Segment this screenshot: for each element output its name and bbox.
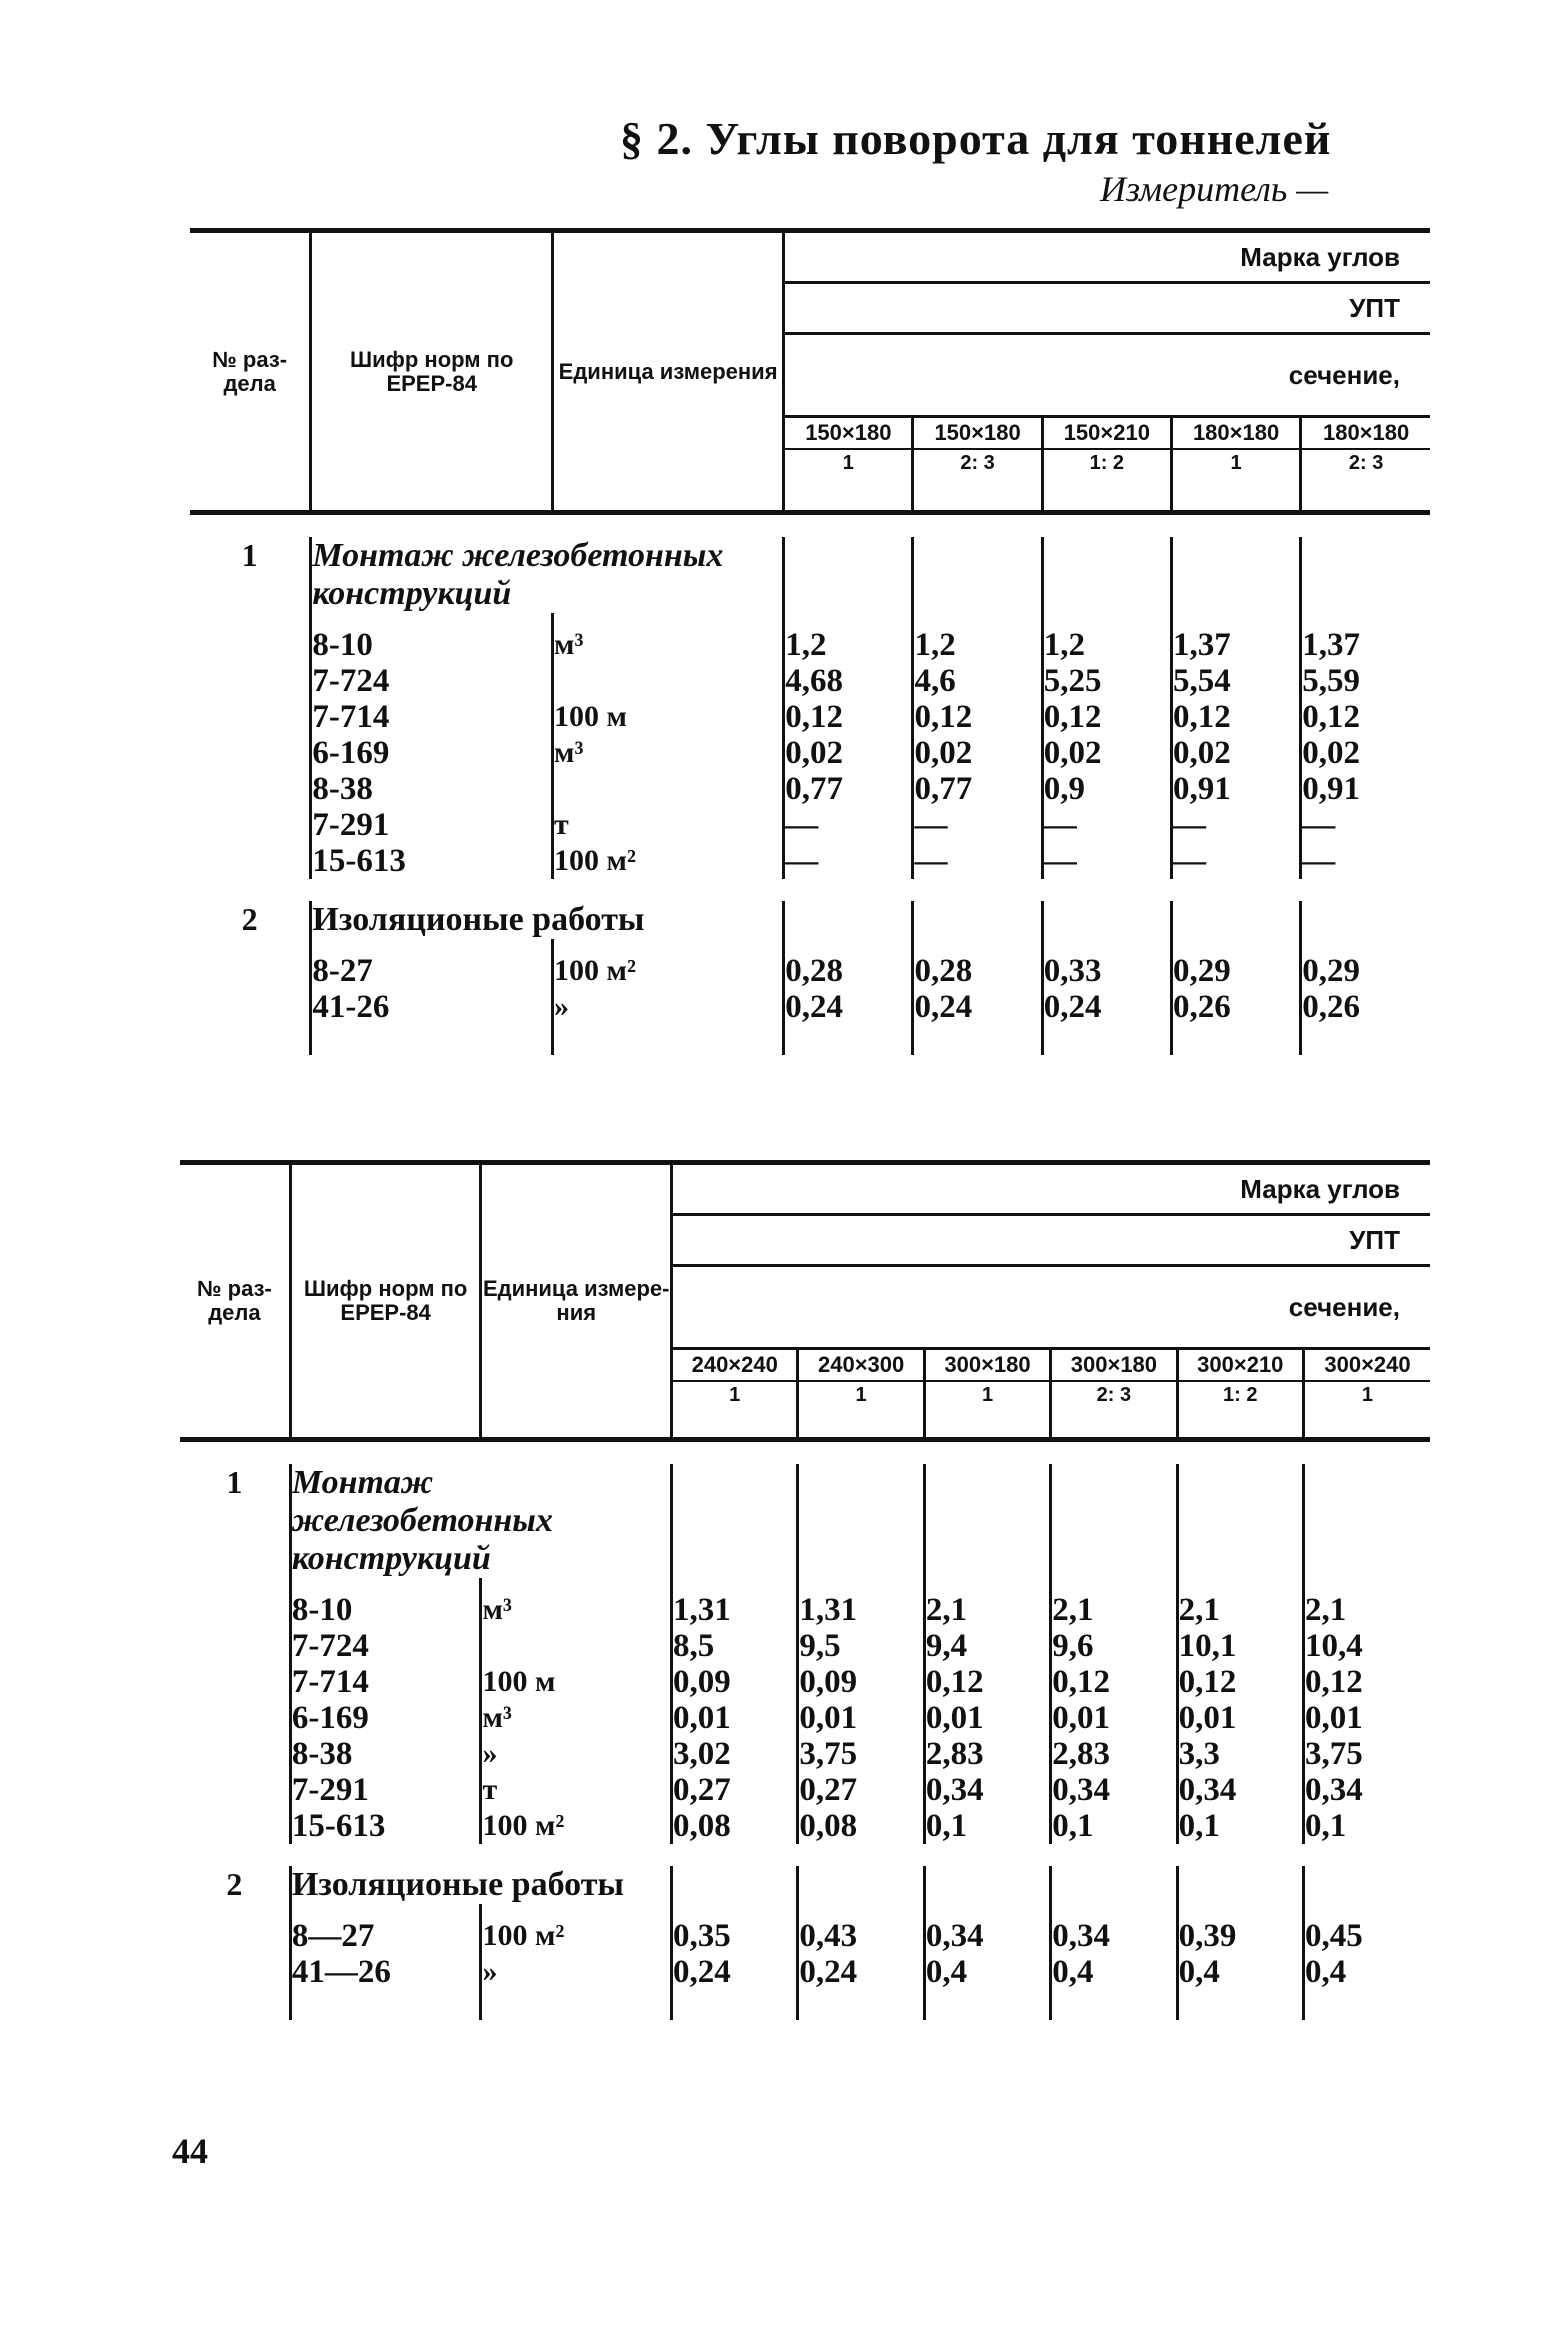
value: 0,26 [1172,989,1231,1025]
column-header-brand: Марка углов [784,231,1430,283]
value-cell [1177,1592,1303,1844]
ratio-label: 1: 2 [1179,1380,1302,1408]
value: 0,4 [925,1954,968,1990]
value: 0,08 [799,1808,858,1844]
value: 1,31 [799,1592,858,1628]
value-cell [913,953,1042,1025]
empty-cell [913,901,1042,939]
value: 0,26 [1302,989,1360,1025]
value: — [1043,807,1077,843]
value-cell [1301,627,1430,879]
column-header-unit: Единица измере-ния [481,1163,672,1440]
value: 0,01 [1052,1700,1110,1736]
page-title: § 2. Углы поворота для тоннелей [620,113,1332,164]
value-cell [798,1592,924,1844]
spacer-row [180,1440,1430,1465]
code-cell [311,953,553,1025]
value: 0,28 [914,953,973,989]
value: 0,09 [673,1664,731,1700]
value: 3,75 [1304,1736,1363,1772]
empty-cell [1042,537,1171,613]
empty-cell [798,1866,924,1904]
size-label: 150×180 [934,420,1021,445]
value: 0,24 [914,989,973,1025]
value-cell [913,627,1042,879]
empty-cell [190,627,311,879]
column-header-section: сечение, [672,1266,1430,1349]
empty-cell [1303,1464,1430,1578]
value: 3,02 [673,1736,731,1772]
norm-code: 6-169 [312,735,390,771]
section-number: 2 [226,1866,243,1902]
empty-cell [672,1464,798,1578]
size-header-cell [1042,417,1171,513]
value-cell [784,953,913,1025]
size-header-cell [1051,1349,1177,1440]
norm-code: 8-10 [291,1592,353,1628]
value-cell [1042,953,1171,1025]
column-header-section: сечение, [784,334,1430,417]
value: 0,4 [1052,1954,1094,1990]
value-cell [784,627,913,879]
section-title-row [180,1464,1430,1578]
value: 0,77 [785,771,843,807]
size-header-cell [1177,1349,1303,1440]
value: 0,1 [925,1808,968,1844]
value: 3,3 [1178,1736,1220,1772]
value-cell [1051,1918,1177,1990]
table-row [180,1918,1430,1990]
value: 5,59 [1302,663,1360,699]
value: 0,12 [1043,699,1102,735]
value: 0,27 [673,1772,731,1808]
value: 3,75 [799,1736,858,1772]
value: — [1302,843,1336,879]
value: 0,01 [925,1700,984,1736]
value: 1,2 [785,627,827,663]
empty-cell [190,953,311,1025]
value-cell [924,1592,1050,1844]
section-title-row [180,1866,1430,1904]
spacer-row [190,939,1430,953]
section-number: 1 [226,1464,243,1500]
value: 0,02 [1043,735,1102,771]
value: 0,02 [1302,735,1360,771]
size-label: 300×180 [1070,1352,1158,1377]
code-cell [290,1918,481,1990]
value: 0,24 [799,1954,858,1990]
unit-cell [553,627,784,879]
norm-code: 41-26 [312,989,390,1025]
unit-cell [481,1918,672,1990]
empty-cell [924,1866,1050,1904]
column-header-section-no: № раз-дела [180,1163,290,1440]
unit-value: » [482,1955,498,1988]
table-2-body [180,1440,1430,2021]
norm-code: 7-714 [291,1664,369,1700]
value: 0,08 [673,1808,731,1844]
table-row [180,1592,1430,1844]
column-header-section-no: № раз-дела [190,231,311,513]
value: 0,34 [1178,1772,1237,1808]
value: 0,4 [1304,1954,1347,1990]
value: 0,34 [1304,1772,1363,1808]
size-header-cell [924,1349,1050,1440]
value: 8,5 [673,1628,715,1664]
spacer-row [190,879,1430,901]
value: 0,39 [1178,1918,1237,1954]
norm-code: 8—27 [291,1918,375,1954]
empty-cell [1051,1464,1177,1578]
unit-value: 100 м² [482,1919,565,1952]
table-row [190,953,1430,1025]
ratio-label: 2: 3 [1302,448,1430,476]
value: 0,02 [785,735,843,771]
value: 0,28 [785,953,843,989]
size-header-cell [1171,417,1300,513]
value: 1,2 [1043,627,1085,663]
empty-cell [913,537,1042,613]
value: 0,12 [785,699,843,735]
spacer-row [190,513,1430,538]
size-header-cell [784,417,913,513]
value: 0,1 [1052,1808,1094,1844]
value: 1,31 [673,1592,731,1628]
section-name: Монтаж железобетонных конструкций [311,537,784,613]
column-header-upt: УПТ [672,1215,1430,1266]
section-number: 1 [241,537,258,573]
value: 2,1 [1052,1592,1094,1628]
norm-code: 8-27 [312,953,373,989]
section-name: Изоляционые работы [311,901,784,939]
norm-code: 6-169 [291,1700,369,1736]
value: 0,45 [1304,1918,1363,1954]
value: 0,24 [1043,989,1102,1025]
value: 0,02 [914,735,973,771]
norm-code: 7-724 [312,663,390,699]
value: 1,2 [914,627,956,663]
value-cell [672,1592,798,1844]
spacer-row [180,1578,1430,1592]
value: 0,01 [799,1700,858,1736]
value: 0,12 [925,1664,984,1700]
value: 0,09 [799,1664,858,1700]
ratio-label: 1 [673,1380,796,1408]
value: 0,43 [799,1918,858,1954]
norm-code: 7-291 [312,807,390,843]
norm-code: 8-38 [291,1736,353,1772]
empty-cell [1051,1866,1177,1904]
value: 0,12 [1172,699,1231,735]
table-row [190,627,1430,879]
norm-code: 8-10 [312,627,373,663]
value: 0,9 [1043,771,1085,807]
value: 0,91 [1172,771,1231,807]
value: 0,12 [1302,699,1360,735]
size-label: 240×240 [691,1352,778,1377]
value-cell [1303,1592,1430,1844]
value-cell [1171,953,1300,1025]
value: — [1043,843,1077,879]
unit-cell [553,953,784,1025]
empty-cell [1177,1464,1303,1578]
unit-value: » [482,1737,498,1770]
ratio-label: 1 [1305,1380,1430,1408]
value: 0,01 [1304,1700,1363,1736]
value-cell [798,1918,924,1990]
value: 0,1 [1304,1808,1347,1844]
unit-value: 100 м² [554,844,636,877]
ratio-label: 1 [799,1380,922,1408]
size-header-cell [1301,417,1430,513]
ratio-label: 1 [785,448,911,476]
norm-code: 7-724 [291,1628,369,1664]
value-cell [1042,627,1171,879]
value: 0,01 [1178,1700,1237,1736]
unit-value: 100 м² [554,954,636,987]
unit-value: м³ [482,1593,512,1626]
norm-code: 8-38 [312,771,373,807]
value: 0,12 [1304,1664,1363,1700]
value: 2,1 [925,1592,968,1628]
column-header-brand: Марка углов [672,1163,1430,1215]
norms-table-1 [190,228,1430,1055]
value: — [914,843,948,879]
code-cell [290,1592,481,1844]
spacer-row [180,1990,1430,2020]
unit-value: » [554,990,570,1023]
value-cell [1301,953,1430,1025]
value: 0,4 [1178,1954,1220,1990]
size-label: 180×180 [1192,420,1280,445]
value: 2,1 [1304,1592,1347,1628]
value-cell [1051,1592,1177,1844]
value: 0,33 [1043,953,1102,989]
empty-cell [1301,537,1430,613]
page-subtitle: Измеритель — [1100,169,1329,209]
value: 0,12 [1178,1664,1237,1700]
empty-cell [784,901,913,939]
table-1-body [190,513,1430,1056]
page-number: 44 [172,2131,208,2171]
value: — [785,807,819,843]
value: — [1172,807,1206,843]
value: 2,83 [1052,1736,1110,1772]
value: 1,37 [1302,627,1360,663]
value: 0,34 [925,1772,984,1808]
unit-value: 100 м² [482,1809,565,1842]
size-label: 300×240 [1324,1352,1411,1377]
empty-cell [1042,901,1171,939]
column-header-code: Шифр норм по ЕРЕР-84 [290,1163,481,1440]
spacer-row [190,1025,1430,1055]
unit-value: т [482,1773,498,1806]
spacer-row [180,1904,1430,1918]
value-cell [924,1918,1050,1990]
unit-value [482,1628,670,1664]
value: 0,12 [1052,1664,1110,1700]
value-cell [1177,1918,1303,1990]
norm-code: 7-714 [312,699,390,735]
empty-cell [1171,537,1300,613]
value: 0,1 [1178,1808,1220,1844]
unit-value [554,663,782,699]
size-header-cell [798,1349,924,1440]
section-title-row [190,537,1430,613]
value: 0,34 [1052,1918,1110,1954]
unit-value: м³ [482,1701,512,1734]
value: 0,12 [914,699,973,735]
norm-code: 7-291 [291,1772,369,1808]
value: 0,29 [1302,953,1360,989]
size-label: 240×300 [817,1352,905,1377]
empty-cell [1177,1866,1303,1904]
empty-cell [180,1918,290,1990]
value: 9,6 [1052,1628,1094,1664]
column-header-upt: УПТ [784,283,1430,334]
value-cell [1303,1918,1430,1990]
norm-code: 15-613 [291,1808,386,1844]
value: 0,27 [799,1772,858,1808]
value-cell [1171,627,1300,879]
value: 4,68 [785,663,843,699]
size-label: 300×210 [1197,1352,1284,1377]
spacer-row [180,1844,1430,1866]
value: 0,24 [785,989,843,1025]
unit-value [554,771,782,807]
empty-cell [1303,1866,1430,1904]
size-label: 300×180 [944,1352,1031,1377]
value: 5,25 [1043,663,1102,699]
value: 4,6 [914,663,956,699]
ratio-label: 1 [1173,448,1299,476]
unit-cell [481,1592,672,1844]
value: — [785,843,819,879]
empty-cell [1171,901,1300,939]
norms-table-2 [180,1160,1430,2020]
value: 2,83 [925,1736,984,1772]
value: 9,5 [799,1628,841,1664]
norm-code: 41—26 [291,1954,391,1990]
unit-value: 100 м [482,1665,556,1698]
section-name: Изоляционые работы [290,1866,671,1904]
value: 1,37 [1172,627,1231,663]
column-header-unit: Единица измерения [553,231,784,513]
value: 0,24 [673,1954,731,1990]
empty-cell [672,1866,798,1904]
size-label: 150×210 [1063,420,1150,445]
value: — [1172,843,1206,879]
spacer-row [190,613,1430,627]
value: 0,35 [673,1918,731,1954]
value: — [1302,807,1336,843]
column-header-code: Шифр норм по ЕРЕР-84 [311,231,553,513]
norm-code: 15-613 [312,843,406,879]
empty-cell [1301,901,1430,939]
unit-value: 100 м [554,700,627,733]
ratio-label: 2: 3 [1052,1380,1175,1408]
empty-cell [924,1464,1050,1578]
value: 5,54 [1172,663,1231,699]
size-header-cell [672,1349,798,1440]
value: 0,77 [914,771,973,807]
empty-cell [798,1464,924,1578]
section-number: 2 [241,901,258,937]
value: 10,1 [1178,1628,1237,1664]
value: 0,34 [925,1918,984,1954]
empty-cell [180,1592,290,1844]
unit-value: м³ [554,736,584,769]
value: 2,1 [1178,1592,1220,1628]
ratio-label: 1 [926,1380,1049,1408]
ratio-label: 1: 2 [1044,448,1170,476]
value: 0,01 [673,1700,731,1736]
ratio-label: 2: 3 [914,448,1040,476]
value-cell [672,1918,798,1990]
value: 0,91 [1302,771,1360,807]
empty-cell [784,537,913,613]
value: 10,4 [1304,1628,1363,1664]
value: 0,29 [1172,953,1231,989]
value: 0,34 [1052,1772,1110,1808]
section-name: Монтаж железобетонных конструкций [290,1464,671,1578]
value: 9,4 [925,1628,968,1664]
code-cell [311,627,553,879]
section-title-row [190,901,1430,939]
value: 0,02 [1172,735,1231,771]
value: — [914,807,948,843]
unit-value: м³ [554,628,584,661]
unit-value: т [554,808,569,841]
size-header-cell [913,417,1042,513]
size-label: 150×180 [805,420,892,445]
size-header-cell [1303,1349,1430,1440]
size-label: 180×180 [1322,420,1410,445]
